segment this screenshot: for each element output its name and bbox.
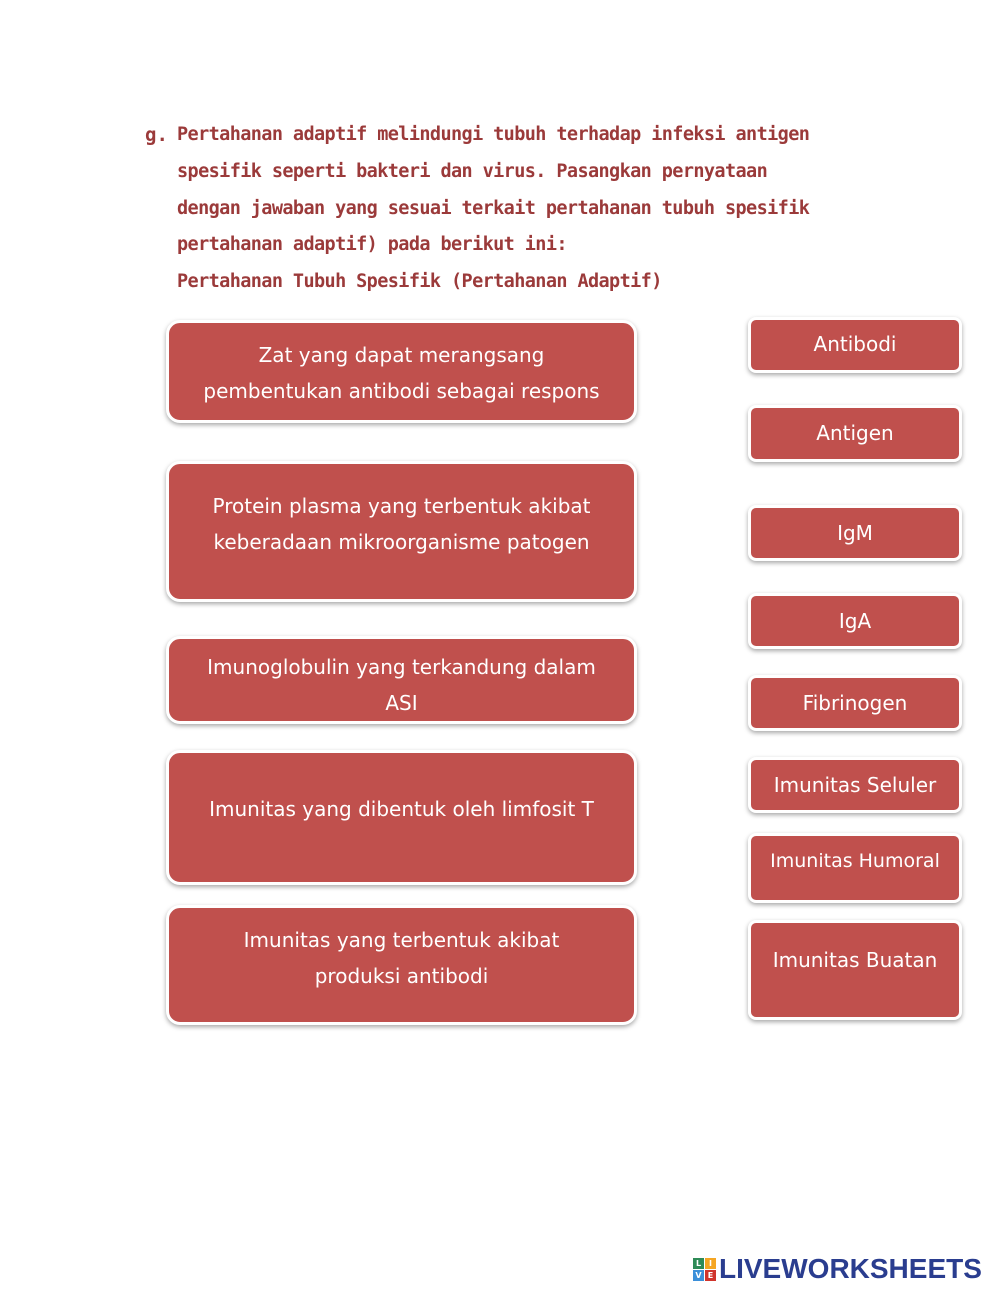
answer-option-antigen[interactable]: Antigen [748,405,962,462]
liveworksheets-logo-text: LIVEWORKSHEETS [719,1253,982,1284]
question-line-1: Pertahanan adaptif melindungi tubuh terhadap infeksi antigen [177,124,810,145]
logo-mark-l: L [693,1258,704,1269]
statement-2-line-1: Protein plasma yang terbentuk akibat [212,494,591,518]
statement-1-line-1: Zat yang dapat merangsang [258,343,545,367]
statement-4-line-1: Imunitas yang dibentuk oleh limfosit T [209,797,594,821]
statement-5-line-2: produksi antibodi [314,964,489,988]
answer-option-igm[interactable]: IgM [748,505,962,561]
question-number: g. [145,124,168,146]
answer-option-antibodi[interactable]: Antibodi [748,317,962,373]
statement-5-line-1: Imunitas yang terbentuk akibat [243,928,560,952]
liveworksheets-logo-icon [693,1258,716,1281]
answer-option-fibrinogen[interactable]: Fibrinogen [748,675,962,731]
question-line-3: dengan jawaban yang sesuai terkait pertahanan tubuh spesifik [177,198,810,219]
statement-box-2[interactable] [166,461,637,602]
question-line-4: pertahanan adaptif) pada berikut ini: [177,234,567,255]
question-line-2: spesifik seperti bakteri dan virus. Pasangkan pernyataan [177,161,768,182]
statement-box-3[interactable] [166,636,637,724]
answer-option-imunitas-seluler[interactable]: Imunitas Seluler [748,757,962,813]
statement-box-5[interactable] [166,905,637,1025]
statement-3-line-1: Imunoglobulin yang terkandung dalam [207,655,596,679]
statement-1-line-2: pembentukan antibodi sebagai respons [203,379,600,403]
logo-mark-e: E [705,1270,716,1281]
logo-mark-i: I [705,1258,716,1269]
statement-3-line-2: ASI [385,691,418,715]
logo-mark-v: V [693,1270,704,1281]
statement-box-1[interactable] [166,320,637,423]
answer-option-iga[interactable]: IgA [748,593,962,649]
question-subtitle: Pertahanan Tubuh Spesifik (Pertahanan Adaptif) [177,271,662,292]
answer-option-imunitas-humoral[interactable]: Imunitas Humoral [748,833,962,903]
liveworksheets-logo [693,1253,982,1285]
answer-option-imunitas-buatan[interactable]: Imunitas Buatan [748,920,962,1020]
statement-2-line-2: keberadaan mikroorganisme patogen [213,530,590,554]
statement-box-4[interactable] [166,750,637,885]
